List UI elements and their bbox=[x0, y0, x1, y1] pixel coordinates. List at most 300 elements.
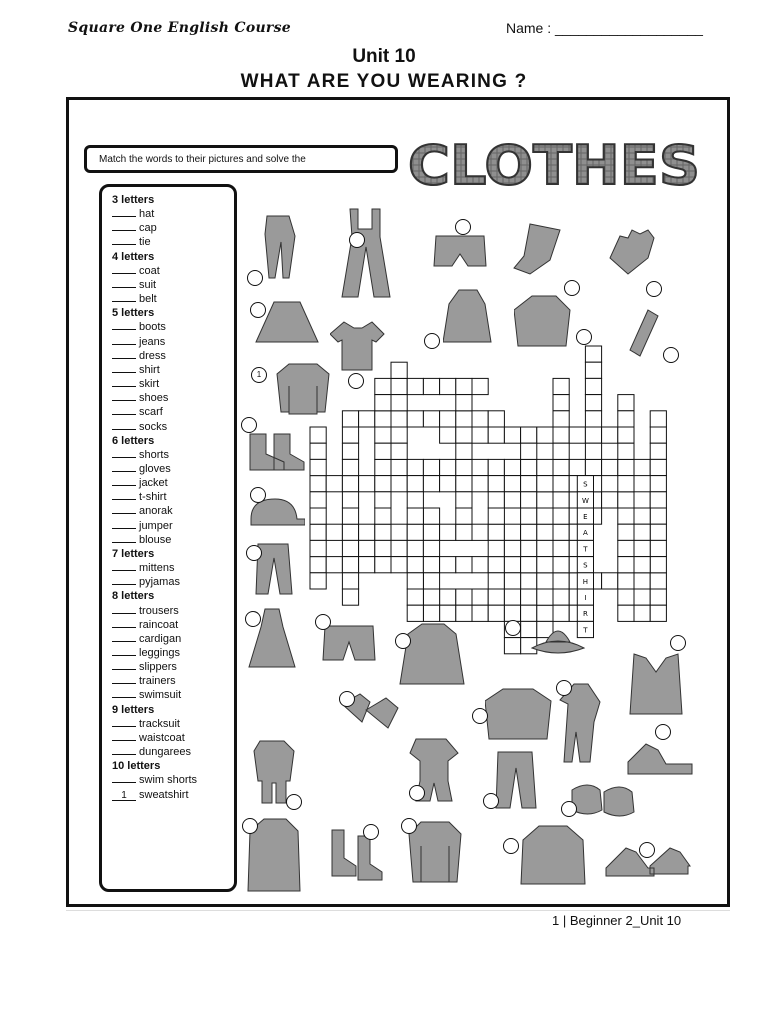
crossword-cell[interactable] bbox=[537, 508, 553, 524]
crossword-cell[interactable] bbox=[407, 411, 423, 427]
crossword-cell[interactable] bbox=[391, 557, 407, 573]
picture-number-circle[interactable] bbox=[503, 838, 519, 854]
crossword-cell[interactable] bbox=[553, 557, 569, 573]
crossword-cell[interactable] bbox=[521, 427, 537, 443]
unit-heading: Unit 10 bbox=[352, 46, 416, 67]
crossword-cell[interactable] bbox=[537, 557, 553, 573]
crossword-cell[interactable] bbox=[456, 605, 472, 621]
sock-picture bbox=[510, 220, 570, 280]
crossword-cell[interactable] bbox=[521, 492, 537, 508]
logo-text: CLOTHES bbox=[408, 134, 700, 196]
picture-number-circle[interactable] bbox=[576, 329, 592, 345]
picture-number-circle[interactable] bbox=[670, 635, 686, 651]
crossword-cell[interactable] bbox=[634, 492, 650, 508]
crossword-cell[interactable] bbox=[456, 427, 472, 443]
crossword-cell[interactable] bbox=[342, 508, 358, 524]
crossword-cell[interactable] bbox=[553, 540, 569, 556]
word-text: swim shorts bbox=[139, 774, 198, 787]
picture-number-circle[interactable] bbox=[315, 614, 331, 630]
crossword-cell[interactable] bbox=[618, 540, 634, 556]
crossword-cell[interactable] bbox=[650, 605, 666, 621]
crossword-cell[interactable] bbox=[553, 524, 569, 540]
word-text: trainers bbox=[139, 675, 176, 688]
crossword-cell[interactable] bbox=[440, 557, 456, 573]
word-text: tie bbox=[139, 236, 151, 249]
crossword-cell[interactable] bbox=[472, 378, 488, 394]
crossword-cell[interactable] bbox=[650, 443, 666, 459]
crossword-cell[interactable] bbox=[650, 589, 666, 605]
word-text: raincoat bbox=[139, 618, 179, 631]
crossword-cell[interactable] bbox=[359, 557, 375, 573]
crossword-cell[interactable] bbox=[359, 524, 375, 540]
crossword-cell[interactable] bbox=[650, 573, 666, 589]
crossword-cell[interactable] bbox=[456, 476, 472, 492]
crossword-cell[interactable] bbox=[391, 395, 407, 411]
crossword-cell[interactable] bbox=[423, 557, 439, 573]
crossword-cell[interactable] bbox=[618, 476, 634, 492]
crossword-cell[interactable] bbox=[585, 427, 601, 443]
crossword-cell[interactable] bbox=[504, 492, 520, 508]
crossword-cell[interactable] bbox=[375, 540, 391, 556]
crossword-cell[interactable] bbox=[342, 443, 358, 459]
picture-number-circle[interactable] bbox=[349, 232, 365, 248]
word-text: shorts bbox=[139, 448, 169, 461]
crossword-cell[interactable] bbox=[472, 605, 488, 621]
gloves-picture bbox=[600, 228, 660, 278]
picture-number-circle[interactable] bbox=[245, 611, 261, 627]
crossword-cell[interactable] bbox=[342, 589, 358, 605]
picture-number-circle[interactable] bbox=[401, 818, 417, 834]
crossword-cell[interactable] bbox=[326, 476, 342, 492]
crossword-cell[interactable] bbox=[521, 476, 537, 492]
crossword-cell[interactable] bbox=[488, 459, 504, 475]
crossword-cell[interactable] bbox=[342, 524, 358, 540]
crossword-cell[interactable] bbox=[585, 346, 601, 362]
crossword-cell[interactable] bbox=[553, 492, 569, 508]
crossword-cell[interactable] bbox=[634, 557, 650, 573]
picture-number-circle[interactable] bbox=[646, 281, 662, 297]
crossword-cell[interactable] bbox=[569, 459, 585, 475]
crossword-cell[interactable] bbox=[472, 557, 488, 573]
crossword-cell[interactable] bbox=[310, 443, 326, 459]
picture-number-circle[interactable] bbox=[655, 724, 671, 740]
crossword-cell[interactable] bbox=[310, 492, 326, 508]
crossword-cell[interactable] bbox=[423, 378, 439, 394]
crossword-cell[interactable] bbox=[537, 573, 553, 589]
picture-number-circle[interactable] bbox=[339, 691, 355, 707]
crossword-cell[interactable] bbox=[618, 492, 634, 508]
crossword-letter: W bbox=[581, 496, 589, 505]
word-text: cap bbox=[139, 222, 157, 235]
crossword-cell[interactable] bbox=[521, 443, 537, 459]
crossword-cell[interactable] bbox=[553, 508, 569, 524]
crossword-cell[interactable] bbox=[310, 476, 326, 492]
crossword-cell[interactable] bbox=[504, 524, 520, 540]
crossword-cell[interactable] bbox=[634, 573, 650, 589]
picture-number-circle[interactable] bbox=[409, 785, 425, 801]
crossword-cell[interactable] bbox=[423, 589, 439, 605]
crossword-cell[interactable] bbox=[342, 573, 358, 589]
crossword-cell[interactable] bbox=[488, 476, 504, 492]
crossword-cell[interactable] bbox=[634, 540, 650, 556]
crossword-cell[interactable] bbox=[423, 605, 439, 621]
crossword-cell[interactable] bbox=[375, 411, 391, 427]
crossword-cell[interactable] bbox=[342, 540, 358, 556]
crossword-cell[interactable] bbox=[440, 378, 456, 394]
crossword-cell[interactable] bbox=[423, 524, 439, 540]
crossword-cell[interactable] bbox=[391, 459, 407, 475]
picture-number-circle[interactable] bbox=[348, 373, 364, 389]
crossword-cell[interactable] bbox=[488, 427, 504, 443]
word-text: jacket bbox=[139, 477, 168, 490]
crossword-letter: T bbox=[583, 545, 588, 554]
picture-number-circle[interactable] bbox=[250, 302, 266, 318]
crossword-cell[interactable] bbox=[618, 524, 634, 540]
crossword-cell[interactable] bbox=[359, 411, 375, 427]
crossword-cell[interactable] bbox=[553, 573, 569, 589]
word-text: swimsuit bbox=[139, 689, 182, 702]
crossword-cell[interactable] bbox=[391, 362, 407, 378]
crossword-letter: S bbox=[583, 561, 588, 570]
anorak-picture bbox=[443, 286, 493, 356]
crossword-cell[interactable] bbox=[618, 443, 634, 459]
word-text: skirt bbox=[139, 378, 160, 391]
crossword-cell[interactable] bbox=[391, 443, 407, 459]
crossword-cell[interactable] bbox=[504, 557, 520, 573]
crossword-cell[interactable] bbox=[521, 524, 537, 540]
crossword-cell[interactable] bbox=[407, 573, 423, 589]
crossword-cell[interactable] bbox=[310, 459, 326, 475]
crossword-cell[interactable] bbox=[456, 557, 472, 573]
crossword-cell[interactable] bbox=[602, 492, 618, 508]
word-text: tracksuit bbox=[139, 717, 180, 730]
picture-number-circle[interactable] bbox=[241, 417, 257, 433]
picture-number-circle[interactable] bbox=[663, 347, 679, 363]
crossword-cell[interactable] bbox=[618, 605, 634, 621]
picture-number-circle[interactable] bbox=[424, 333, 440, 349]
crossword-cell[interactable] bbox=[375, 557, 391, 573]
crossword-cell[interactable] bbox=[585, 378, 601, 394]
crossword-cell[interactable] bbox=[650, 411, 666, 427]
crossword-cell[interactable] bbox=[553, 411, 569, 427]
word-text: dungarees bbox=[139, 746, 191, 759]
picture-number-circle[interactable]: 1 bbox=[251, 367, 267, 383]
crossword-cell[interactable] bbox=[553, 378, 569, 394]
crossword-cell[interactable] bbox=[375, 508, 391, 524]
crossword-cell[interactable] bbox=[342, 557, 358, 573]
crossword-cell[interactable] bbox=[618, 589, 634, 605]
crossword-cell[interactable] bbox=[407, 557, 423, 573]
crossword-cell[interactable] bbox=[618, 459, 634, 475]
crossword-cell[interactable] bbox=[310, 427, 326, 443]
crossword-cell[interactable] bbox=[310, 557, 326, 573]
dungarees-picture bbox=[330, 205, 400, 305]
word-text: suit bbox=[139, 278, 157, 291]
crossword-cell[interactable] bbox=[310, 524, 326, 540]
crossword-cell[interactable] bbox=[456, 524, 472, 540]
crossword-cell[interactable] bbox=[634, 508, 650, 524]
word-text: blouse bbox=[139, 533, 172, 546]
word-text: boots bbox=[139, 321, 166, 334]
crossword-cell[interactable] bbox=[310, 540, 326, 556]
crossword-cell[interactable] bbox=[650, 492, 666, 508]
crossword-cell[interactable] bbox=[375, 427, 391, 443]
crossword-letter: E bbox=[583, 513, 588, 522]
crossword-cell[interactable] bbox=[634, 524, 650, 540]
crossword-cell[interactable] bbox=[472, 524, 488, 540]
crossword-cell[interactable] bbox=[456, 589, 472, 605]
crossword-cell[interactable] bbox=[423, 573, 439, 589]
crossword-cell[interactable] bbox=[375, 395, 391, 411]
crossword-cell[interactable] bbox=[456, 492, 472, 508]
word-text: anorak bbox=[139, 505, 173, 518]
crossword-cell[interactable] bbox=[504, 605, 520, 621]
crossword-cell[interactable] bbox=[440, 589, 456, 605]
picture-number-circle[interactable] bbox=[246, 545, 262, 561]
crossword-cell[interactable] bbox=[650, 459, 666, 475]
crossword-cell[interactable] bbox=[488, 557, 504, 573]
crossword-cell[interactable] bbox=[375, 524, 391, 540]
crossword-cell[interactable] bbox=[553, 476, 569, 492]
crossword-cell[interactable] bbox=[521, 573, 537, 589]
crossword-cell[interactable] bbox=[342, 411, 358, 427]
crossword-cell[interactable] bbox=[342, 492, 358, 508]
crossword-cell[interactable] bbox=[504, 638, 520, 654]
crossword-cell[interactable] bbox=[585, 362, 601, 378]
crossword-cell[interactable] bbox=[472, 411, 488, 427]
picture-number-circle[interactable] bbox=[561, 801, 577, 817]
crossword-cell[interactable] bbox=[423, 540, 439, 556]
crossword-cell[interactable] bbox=[537, 524, 553, 540]
crossword-cell[interactable] bbox=[553, 589, 569, 605]
crossword-cell[interactable] bbox=[488, 508, 504, 524]
word-text: gloves bbox=[139, 462, 171, 475]
crossword-cell[interactable] bbox=[440, 524, 456, 540]
crossword-cell[interactable] bbox=[456, 443, 472, 459]
crossword-cell[interactable] bbox=[391, 427, 407, 443]
crossword-cell[interactable] bbox=[488, 605, 504, 621]
picture-number-circle[interactable] bbox=[395, 633, 411, 649]
crossword-cell[interactable] bbox=[553, 427, 569, 443]
word-text: mittens bbox=[139, 562, 175, 575]
crossword-cell[interactable] bbox=[618, 427, 634, 443]
crossword-cell[interactable] bbox=[359, 476, 375, 492]
crossword-cell[interactable] bbox=[488, 492, 504, 508]
word-text: sweatshirt bbox=[139, 788, 189, 801]
picture-number-circle[interactable] bbox=[483, 793, 499, 809]
crossword-cell[interactable] bbox=[407, 524, 423, 540]
word-text: shirt bbox=[139, 363, 160, 376]
crossword-cell[interactable] bbox=[375, 476, 391, 492]
crossword-cell[interactable] bbox=[440, 427, 456, 443]
picture-number-circle[interactable] bbox=[556, 680, 572, 696]
crossword-cell[interactable] bbox=[650, 524, 666, 540]
crossword-cell[interactable] bbox=[521, 508, 537, 524]
crossword-cell[interactable] bbox=[391, 476, 407, 492]
crossword-cell[interactable] bbox=[440, 459, 456, 475]
crossword-cell[interactable] bbox=[375, 492, 391, 508]
tie-picture bbox=[622, 306, 668, 362]
crossword-cell[interactable] bbox=[634, 605, 650, 621]
crossword-cell[interactable] bbox=[391, 540, 407, 556]
picture-number-circle[interactable] bbox=[472, 708, 488, 724]
crossword-cell[interactable] bbox=[375, 443, 391, 459]
crossword-cell[interactable] bbox=[440, 476, 456, 492]
crossword-cell[interactable] bbox=[391, 411, 407, 427]
crossword-cell[interactable] bbox=[537, 459, 553, 475]
crossword-cell[interactable] bbox=[650, 427, 666, 443]
picture-number-circle[interactable] bbox=[505, 620, 521, 636]
course-title: Square One English Course bbox=[68, 20, 291, 36]
crossword-cell[interactable] bbox=[326, 524, 342, 540]
crossword-cell[interactable] bbox=[650, 508, 666, 524]
picture-number-circle[interactable] bbox=[247, 270, 263, 286]
word-text: jeans bbox=[139, 335, 166, 348]
crossword-cell[interactable] bbox=[585, 395, 601, 411]
crossword-cell[interactable] bbox=[359, 540, 375, 556]
crossword-cell[interactable] bbox=[488, 411, 504, 427]
crossword-cell[interactable] bbox=[504, 427, 520, 443]
word-group-header: 5 letters bbox=[112, 307, 155, 320]
crossword-cell[interactable] bbox=[553, 395, 569, 411]
crossword-cell[interactable] bbox=[326, 557, 342, 573]
crossword-cell[interactable] bbox=[553, 459, 569, 475]
crossword-cell[interactable] bbox=[618, 573, 634, 589]
crossword-cell[interactable] bbox=[602, 459, 618, 475]
crossword-cell[interactable] bbox=[537, 540, 553, 556]
picture-number-circle[interactable] bbox=[639, 842, 655, 858]
crossword-cell[interactable] bbox=[407, 492, 423, 508]
crossword-cell[interactable] bbox=[521, 459, 537, 475]
crossword-cell[interactable] bbox=[488, 589, 504, 605]
crossword-cell[interactable] bbox=[407, 589, 423, 605]
crossword-cell[interactable] bbox=[618, 508, 634, 524]
trainers-picture bbox=[622, 738, 700, 782]
crossword-cell[interactable] bbox=[650, 540, 666, 556]
crossword-cell[interactable] bbox=[472, 589, 488, 605]
crossword-cell[interactable] bbox=[634, 459, 650, 475]
crossword-letter: T bbox=[583, 626, 588, 635]
word-text: belt bbox=[139, 293, 157, 306]
crossword-cell[interactable] bbox=[618, 395, 634, 411]
crossword-cell[interactable] bbox=[488, 540, 504, 556]
crossword-cell[interactable] bbox=[521, 589, 537, 605]
crossword-cell[interactable] bbox=[504, 459, 520, 475]
crossword-cell[interactable] bbox=[472, 476, 488, 492]
crossword-cell[interactable] bbox=[391, 378, 407, 394]
crossword-cell[interactable] bbox=[407, 540, 423, 556]
crossword-cell[interactable] bbox=[650, 557, 666, 573]
crossword-letter: I bbox=[584, 594, 587, 603]
crossword-cell[interactable] bbox=[407, 508, 423, 524]
crossword-cell[interactable] bbox=[423, 459, 439, 475]
shirt-picture bbox=[514, 292, 574, 348]
crossword-cell[interactable] bbox=[310, 508, 326, 524]
crossword-cell[interactable] bbox=[618, 557, 634, 573]
crossword-cell[interactable] bbox=[537, 589, 553, 605]
crossword-cell[interactable] bbox=[407, 476, 423, 492]
crossword-cell[interactable] bbox=[553, 443, 569, 459]
crossword-cell[interactable] bbox=[456, 395, 472, 411]
crossword-cell[interactable] bbox=[407, 459, 423, 475]
crossword-cell[interactable] bbox=[423, 411, 439, 427]
picture-number-circle[interactable] bbox=[242, 818, 258, 834]
page-footer: 1 | Beginner 2_Unit 10 bbox=[552, 913, 682, 928]
crossword-cell[interactable] bbox=[504, 476, 520, 492]
page-title: WHAT ARE YOU WEARING ? bbox=[240, 71, 528, 92]
crossword-cell[interactable] bbox=[602, 427, 618, 443]
crossword-cell[interactable] bbox=[650, 476, 666, 492]
crossword-cell[interactable] bbox=[569, 427, 585, 443]
word-group-header: 4 letters bbox=[112, 250, 155, 263]
crossword-cell[interactable] bbox=[310, 573, 326, 589]
picture-number-circle[interactable] bbox=[286, 794, 302, 810]
crossword-cell[interactable] bbox=[537, 427, 553, 443]
crossword-letter: R bbox=[582, 610, 588, 619]
crossword-cell[interactable] bbox=[440, 605, 456, 621]
crossword-cell[interactable] bbox=[585, 443, 601, 459]
crossword-cell[interactable] bbox=[440, 411, 456, 427]
crossword-cell[interactable] bbox=[488, 573, 504, 589]
crossword-cell[interactable] bbox=[472, 459, 488, 475]
crossword-cell[interactable] bbox=[537, 476, 553, 492]
crossword-cell[interactable] bbox=[585, 459, 601, 475]
crossword-cell[interactable] bbox=[504, 573, 520, 589]
crossword-cell[interactable] bbox=[618, 411, 634, 427]
crossword-cell[interactable] bbox=[521, 540, 537, 556]
word-text: shoes bbox=[139, 392, 169, 405]
instruction-text: Match the words to their pictures and solve the bbox=[99, 154, 306, 165]
crossword-cell[interactable] bbox=[504, 589, 520, 605]
crossword-cell[interactable] bbox=[391, 524, 407, 540]
crossword-cell[interactable] bbox=[504, 540, 520, 556]
answer-blank[interactable]: 1 bbox=[112, 791, 136, 801]
crossword-cell[interactable] bbox=[342, 427, 358, 443]
picture-number-circle[interactable] bbox=[455, 219, 471, 235]
crossword-cell[interactable] bbox=[456, 508, 472, 524]
crossword-cell[interactable] bbox=[634, 589, 650, 605]
cardigan-picture bbox=[485, 685, 555, 743]
picture-number-circle[interactable] bbox=[564, 280, 580, 296]
crossword-cell[interactable] bbox=[585, 411, 601, 427]
hat-picture bbox=[528, 618, 588, 658]
crossword-cell[interactable] bbox=[456, 459, 472, 475]
crossword-cell[interactable] bbox=[375, 459, 391, 475]
swim-shorts-picture bbox=[432, 232, 488, 272]
crossword-cell[interactable] bbox=[456, 378, 472, 394]
crossword-cell[interactable] bbox=[602, 573, 618, 589]
shorts-picture bbox=[321, 622, 377, 670]
crossword-cell[interactable] bbox=[342, 476, 358, 492]
crossword-cell[interactable] bbox=[521, 557, 537, 573]
picture-number-circle[interactable] bbox=[250, 487, 266, 503]
crossword-cell[interactable] bbox=[472, 427, 488, 443]
word-text: trousers bbox=[139, 604, 179, 617]
picture-number-circle[interactable] bbox=[363, 824, 379, 840]
word-group-header: 9 letters bbox=[112, 703, 155, 716]
crossword-cell[interactable] bbox=[423, 476, 439, 492]
crossword-cell[interactable] bbox=[407, 605, 423, 621]
t-shirt-picture bbox=[330, 318, 386, 374]
crossword-cell[interactable] bbox=[537, 492, 553, 508]
crossword-cell[interactable] bbox=[407, 378, 423, 394]
crossword-cell[interactable] bbox=[342, 459, 358, 475]
crossword-cell[interactable] bbox=[423, 508, 439, 524]
crossword-cell[interactable] bbox=[488, 524, 504, 540]
crossword-cell[interactable] bbox=[375, 378, 391, 394]
crossword-cell[interactable] bbox=[456, 411, 472, 427]
word-text: scarf bbox=[139, 406, 163, 419]
